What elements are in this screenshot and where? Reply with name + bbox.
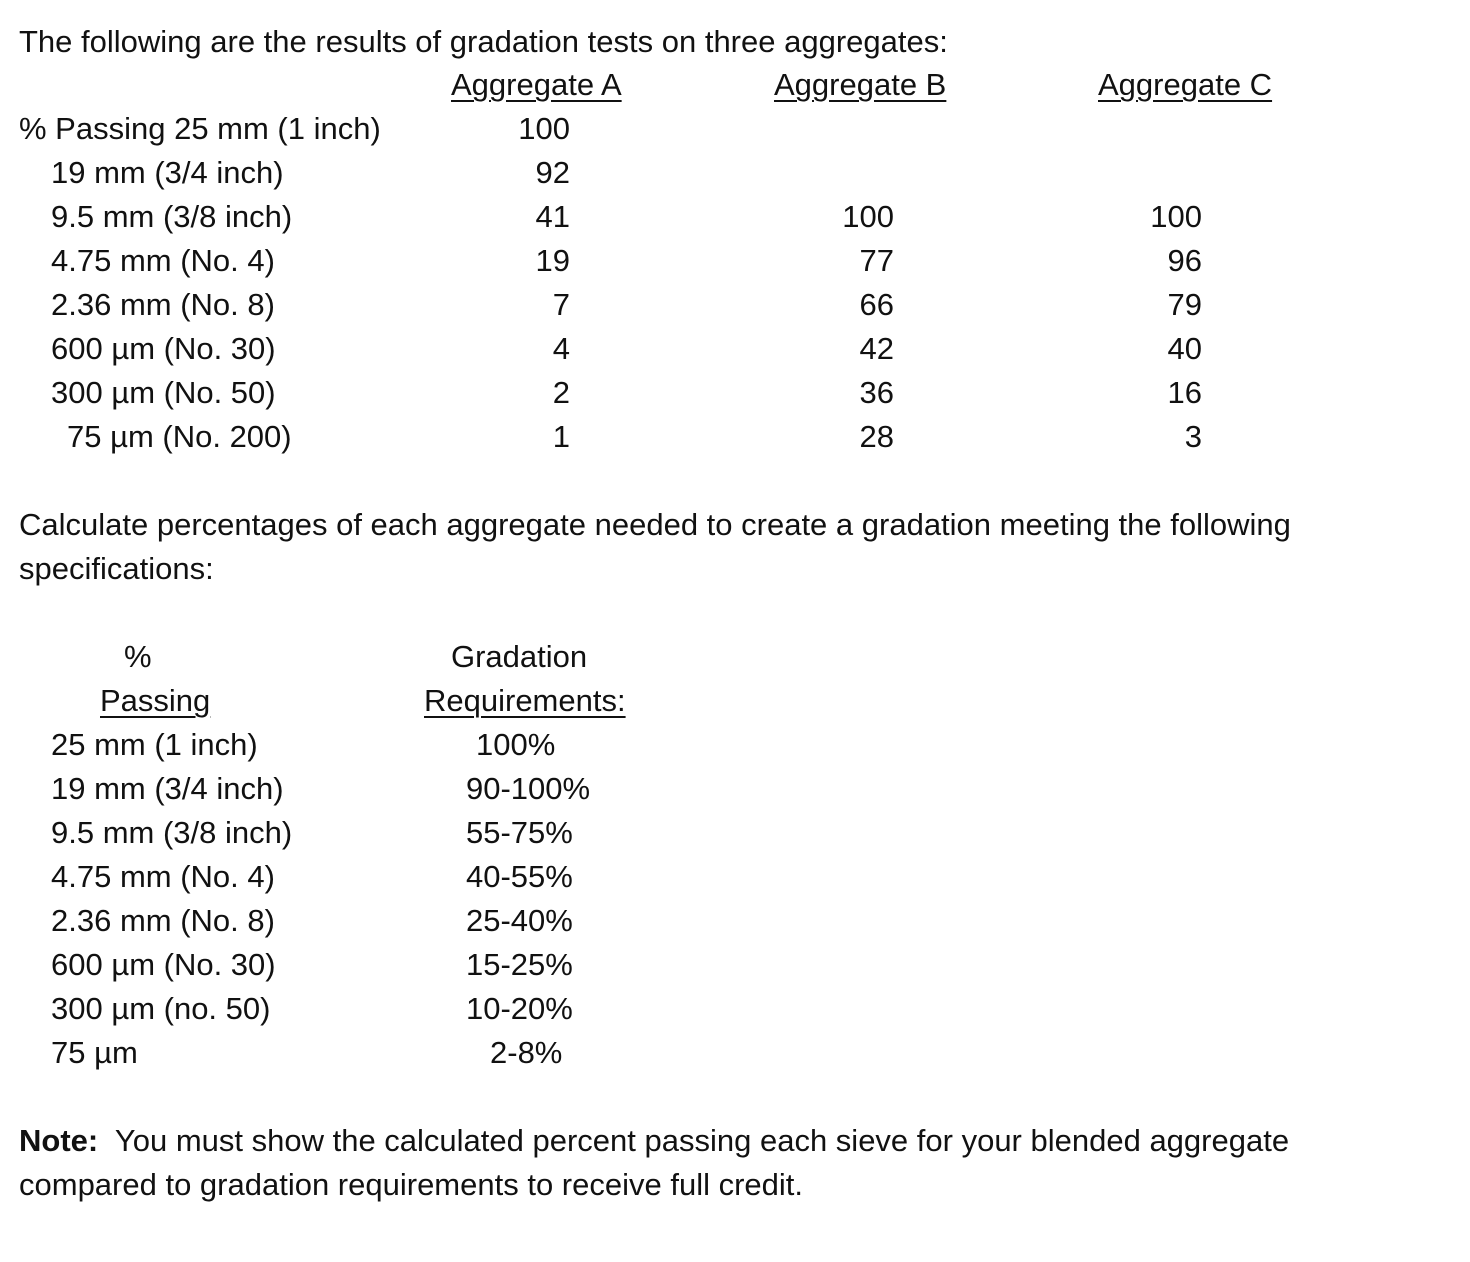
spec-row-label: 75 µm bbox=[51, 1035, 138, 1070]
cell-a: 2 bbox=[552, 375, 570, 410]
note-text-1: You must show the calculated percent passing each sieve for your blended aggregate bbox=[114, 1123, 1290, 1158]
cell-c: 40 bbox=[1167, 331, 1202, 366]
cell-a: 1 bbox=[552, 419, 570, 454]
cell-b: 100 bbox=[842, 199, 894, 234]
cell-c: 3 bbox=[1184, 419, 1202, 454]
spec-row-label: 4.75 mm (No. 4) bbox=[51, 859, 275, 894]
note-line-1 bbox=[19, 1119, 1289, 1163]
question-line-2: specifications: bbox=[19, 551, 214, 586]
cell-c: 100 bbox=[1150, 199, 1202, 234]
header-aggregate-b: Aggregate B bbox=[774, 67, 947, 102]
question-line-1: Calculate percentages of each aggregate needed to create a gradation meeting the following bbox=[19, 507, 1291, 542]
spec-row-req: 90-100% bbox=[466, 771, 591, 806]
cell-a: 100 bbox=[518, 111, 570, 146]
spec-row-req: 55-75% bbox=[466, 815, 573, 850]
spec-row-req: 15-25% bbox=[466, 947, 573, 982]
header-aggregate-a: Aggregate A bbox=[451, 67, 622, 102]
cell-c: 16 bbox=[1167, 375, 1202, 410]
spec-row-req: 100% bbox=[476, 727, 556, 762]
spec-row-label: 300 µm (no. 50) bbox=[51, 991, 271, 1026]
cell-b: 28 bbox=[859, 419, 894, 454]
header-aggregate-c: Aggregate C bbox=[1098, 67, 1273, 102]
cell-c: 79 bbox=[1167, 287, 1202, 322]
spec-row-label: 19 mm (3/4 inch) bbox=[51, 771, 284, 806]
cell-a: 41 bbox=[535, 199, 570, 234]
spec-row-label: 600 µm (No. 30) bbox=[51, 947, 276, 982]
row-label: 300 µm (No. 50) bbox=[51, 375, 276, 410]
row-label: 9.5 mm (3/8 inch) bbox=[51, 199, 293, 234]
row-label: 600 µm (No. 30) bbox=[51, 331, 276, 366]
spec-header-gradation: Gradation bbox=[451, 639, 588, 674]
row-label: 19 mm (3/4 inch) bbox=[51, 155, 284, 190]
row-label: 75 µm (No. 200) bbox=[67, 419, 292, 454]
cell-a: 4 bbox=[552, 331, 570, 366]
spec-header-percent: % bbox=[124, 639, 152, 674]
cell-a: 7 bbox=[552, 287, 570, 322]
row-label: % Passing 25 mm (1 inch) bbox=[19, 111, 381, 146]
spec-row-req: 10-20% bbox=[466, 991, 573, 1026]
cell-a: 19 bbox=[535, 243, 570, 278]
spec-header-passing: Passing bbox=[100, 683, 211, 718]
cell-b: 42 bbox=[859, 331, 894, 366]
row-label: 4.75 mm (No. 4) bbox=[51, 243, 275, 278]
note-label: Note: bbox=[19, 1123, 99, 1158]
spec-header-requirements: Requirements: bbox=[424, 683, 626, 718]
row-label: 2.36 mm (No. 8) bbox=[51, 287, 275, 322]
note-line-2: compared to gradation requirements to receive full credit. bbox=[19, 1167, 804, 1202]
cell-b: 36 bbox=[859, 375, 894, 410]
spec-row-label: 2.36 mm (No. 8) bbox=[51, 903, 275, 938]
spec-row-req: 40-55% bbox=[466, 859, 573, 894]
cell-a: 92 bbox=[535, 155, 570, 190]
cell-b: 77 bbox=[859, 243, 894, 278]
spec-row-req: 2-8% bbox=[490, 1035, 563, 1070]
cell-c: 96 bbox=[1167, 243, 1202, 278]
cell-b: 66 bbox=[859, 287, 894, 322]
spec-row-label: 25 mm (1 inch) bbox=[51, 727, 258, 762]
spec-row-label: 9.5 mm (3/8 inch) bbox=[51, 815, 293, 850]
spec-row-req: 25-40% bbox=[466, 903, 573, 938]
intro-text: The following are the results of gradation tests on three aggregates: bbox=[19, 24, 948, 59]
